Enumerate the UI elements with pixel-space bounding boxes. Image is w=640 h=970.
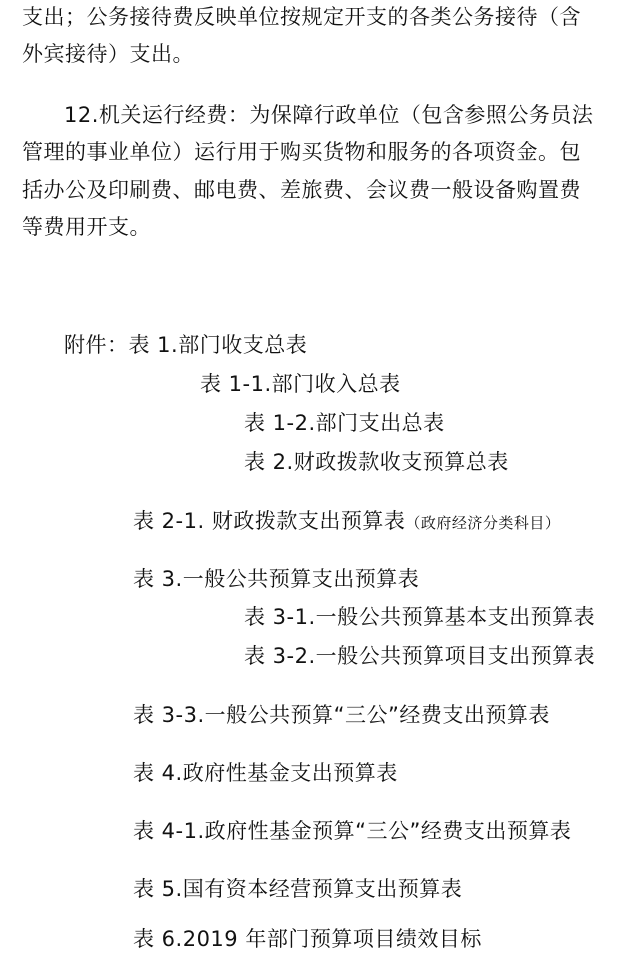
attachment-item: 表 1-2.部门支出总表 xyxy=(244,411,445,435)
attachment-item: 表 3.一般公共预算支出预算表 xyxy=(133,567,420,591)
attachment-item-2-1 xyxy=(133,506,560,538)
attachment-item: 表 6.2019 年部门预算项目绩效目标 xyxy=(133,927,482,951)
para12-line-2: 管理的事业单位）运行用于购买货物和服务的各项资金。包 xyxy=(22,140,581,164)
attachment-item: 表 5.国有资本经营预算支出预算表 xyxy=(133,877,463,901)
attachment-item: 表 1-1.部门收入总表 xyxy=(200,372,401,396)
attachments-heading: 附件：表 1.部门收支总表 xyxy=(64,333,308,357)
para12-line-1: 12.机关运行经费：为保障行政单位（包含参照公务员法 xyxy=(64,103,594,127)
attachment-item: 表 3-2.一般公共预算项目支出预算表 xyxy=(244,644,596,668)
para12-line-3: 括办公及印刷费、邮电费、差旅费、会议费一般设备购置费 xyxy=(22,178,581,202)
attachment-item-note: （政府经济分类科目） xyxy=(405,514,561,532)
attachment-item: 表 3-3.一般公共预算“三公”经费支出预算表 xyxy=(133,703,550,727)
para12-line-4: 等费用开支。 xyxy=(22,215,151,239)
para11-line-1: 支出；公务接待费反映单位按规定开支的各类公务接待（含 xyxy=(22,5,581,29)
attachment-item: 表 4-1.政府性基金预算“三公”经费支出预算表 xyxy=(133,819,572,843)
attachment-item-title: 表 2-1. 财政拨款支出预算表 xyxy=(133,509,406,533)
attachment-item: 表 4.政府性基金支出预算表 xyxy=(133,761,398,785)
attachment-item: 表 2.财政拨款收支预算总表 xyxy=(244,450,509,474)
attachment-item: 表 3-1.一般公共预算基本支出预算表 xyxy=(244,605,596,629)
para11-line-2: 外宾接待）支出。 xyxy=(22,42,194,66)
